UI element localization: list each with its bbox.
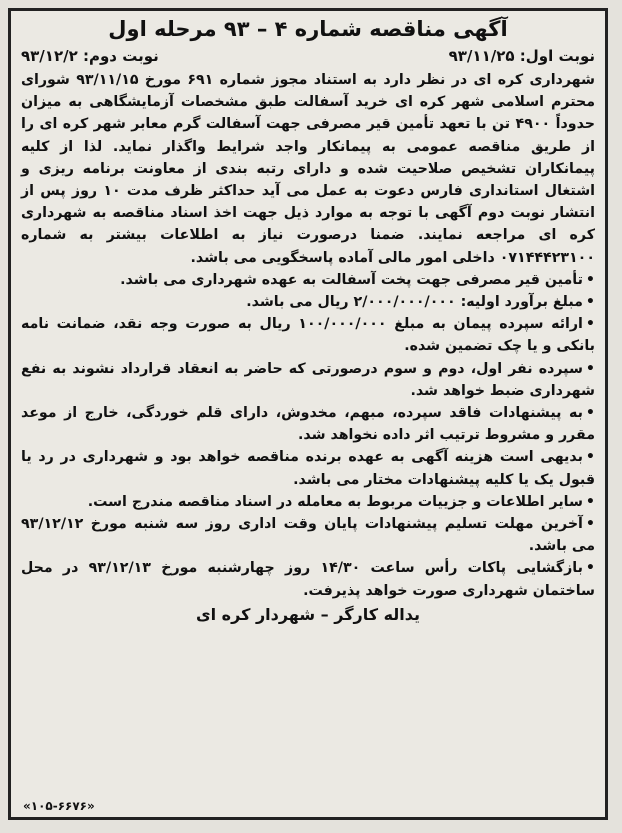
bullet-icon: •: [585, 405, 595, 422]
bullet-icon: •: [585, 294, 595, 311]
bullet-icon: •: [585, 449, 595, 466]
bullet-icon: •: [585, 493, 595, 510]
bullet-icon: •: [585, 360, 595, 377]
condition-item: •مبلغ برآورد اولیه: ۲/۰۰۰/۰۰۰/۰۰۰ ریال می باشد.: [21, 291, 595, 313]
condition-item: •آخرین مهلت تسلیم پیشنهادات پایان وقت اداری روز سه شنبه مورخ ۹۳/۱۲/۱۲ می باشد.: [21, 513, 595, 557]
condition-item: •سایر اطلاعات و جزییات مربوط به معامله در اسناد مناقصه مندرج است.: [21, 491, 595, 513]
bullet-icon: •: [585, 271, 595, 288]
condition-item: •بدیهی است هزینه آگهی به عهده برنده مناقصه خواهد بود و شهرداری در رد یا قبول یک یا کلیه پیشنهادات مختار می باشد.: [21, 446, 595, 490]
conditions-list: [21, 269, 595, 602]
condition-item: •بازگشایی پاکات رأس ساعت ۱۴/۳۰ روز چهارشنبه مورخ ۹۳/۱۲/۱۳ در محل ساختمان شهرداری صورت خواهد پذیرفت.: [21, 557, 595, 601]
notice-paragraph: شهرداری کره ای در نظر دارد به استناد مجوز شماره ۶۹۱ مورخ ۹۳/۱۱/۱۵ شورای محترم اسلامی شهر کره ای خرید آسفالت طبق مشخصات آزمایشگاهی به میزان حدوداً ۴۹۰۰ تن با تعهد تأمین قیر مصرفی جهت آسفالت گرم معابر شهر کره ای را از طریق مناقصه عمومی به پیمانکار واجد شرایط واگذار نماید. لذا از کلیه پیمانکاران تشخیص صلاحیت شده و دارای رتبه بندی از معاونت برنامه ریزی و اشتغال استانداری فارس دعوت به عمل می آید حداکثر ظرف مدت ۱۰ روز پس از انتشار نوبت دوم آگهی با توجه به موارد ذیل جهت اخذ اسناد مناقصه به شهرداری کره ای مراجعه نمایند. ضمنا درصورت نیاز به اطلاعات بیشتر به شماره ۰۷۱۴۴۴۲۳۱۰۰ داخلی امور مالی آماده پاسخگویی می باشد.: [21, 72, 596, 266]
second-turn-date: نوبت دوم: ۹۳/۱۲/۲: [21, 47, 159, 65]
first-turn-date: نوبت اول: ۹۳/۱۱/۲۵: [448, 47, 595, 65]
bullet-icon: •: [585, 516, 595, 533]
tender-notice: [8, 8, 608, 820]
notice-code: «۱۰۵-۶۶۷۶»: [23, 799, 95, 813]
publication-dates: [21, 45, 595, 67]
notice-title: آگهی مناقصه شماره ۴ – ۹۳ مرحله اول: [108, 17, 508, 41]
bullet-icon: •: [585, 316, 595, 333]
condition-item: •سپرده نفر اول، دوم و سوم درصورتی که حاضر به انعقاد قرارداد نشوند به نفع شهرداری ضبط خواهد شد.: [21, 358, 595, 402]
condition-item: •ارائه سپرده پیمان به مبلغ ۱۰۰/۰۰۰/۰۰۰ ریال به صورت وجه نقد، ضمانت نامه بانکی و یا چک تضمین شده.: [21, 313, 595, 357]
signature: یداله کارگر – شهردار کره ای: [195, 604, 421, 624]
bullet-icon: •: [585, 560, 595, 577]
condition-item: •به پیشنهادات فاقد سپرده، مبهم، مخدوش، دارای قلم خوردگی، خارج از موعد مقرر و مشروط ترتیب اثر داده نخواهد شد.: [21, 402, 595, 446]
condition-item: •تأمین قیر مصرفی جهت پخت آسفالت به عهده شهرداری می باشد.: [21, 269, 595, 291]
